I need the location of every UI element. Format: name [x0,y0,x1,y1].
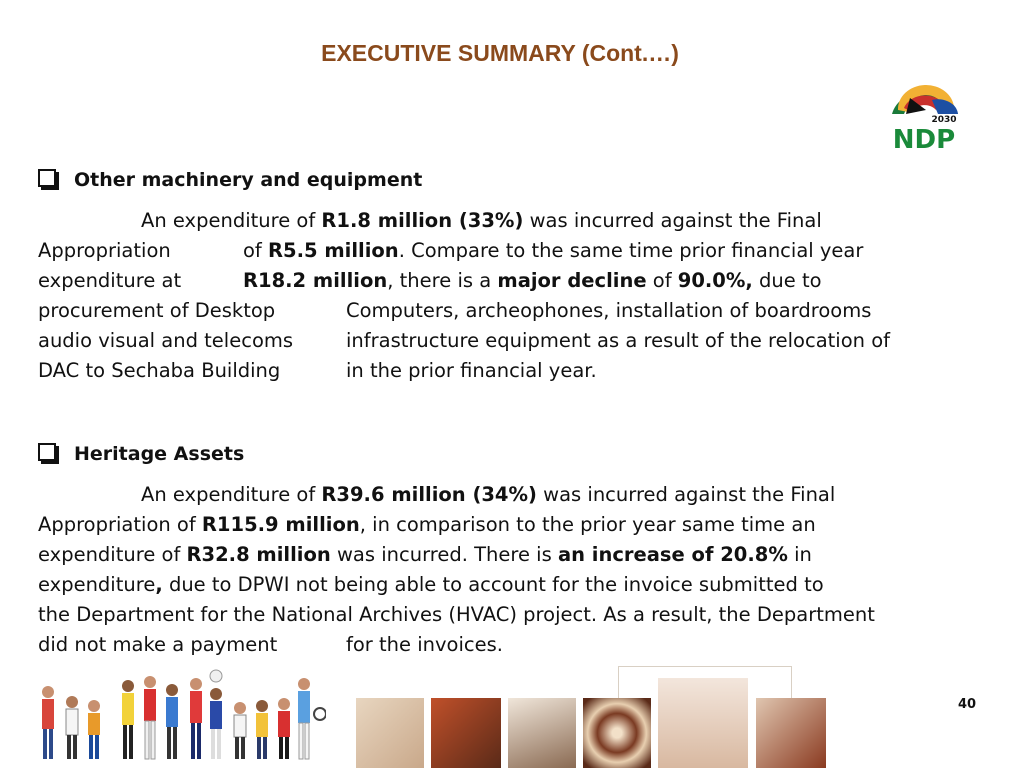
section-heading: Heritage Assets [38,442,244,465]
basket-weave-image [583,698,651,768]
ndp-2030-logo [886,84,964,154]
film-reel-image [508,698,576,768]
section-paragraph: An expenditure of R1.8 million (33%) was incurred against the Final Appropriation of R5.5 million. Compare to the same time prior financial year expenditure at R18.2 million, there is a major decline of 90.0%, due to procurement of Desktop Computers, archeophones, installation of boardrooms audio visual and telecoms infrastructure equipment as a result of the relocation of DAC to Sechaba Building in the prior financial year. [38,209,890,382]
logo-text: NDP [892,125,956,154]
braille-image [356,698,424,768]
page-number: 40 [958,697,977,712]
children-sports-image [36,666,326,766]
checkbox-bullet-icon [38,443,56,461]
page-title: EXECUTIVE SUMMARY (Cont.…) [321,40,679,66]
section-heading: Other machinery and equipment [38,168,422,191]
logo-year: 2030 [931,115,957,125]
dancers-image [431,698,501,768]
ballet-shoe-image [658,678,748,768]
saxophone-image [756,698,826,768]
section-paragraph: An expenditure of R39.6 million (34%) was incurred against the Final Appropriation of R115.9 million, in comparison to the prior year same time an expenditure of R32.8 million was incurred. There is an increase of 20.8% in expenditure, due to DPWI not being able to account for the invoice submitted to the Department for the National Archives (HVAC) project. As a result, the Department did not make a payment for the invoices. [38,483,875,656]
checkbox-bullet-icon [38,169,56,187]
